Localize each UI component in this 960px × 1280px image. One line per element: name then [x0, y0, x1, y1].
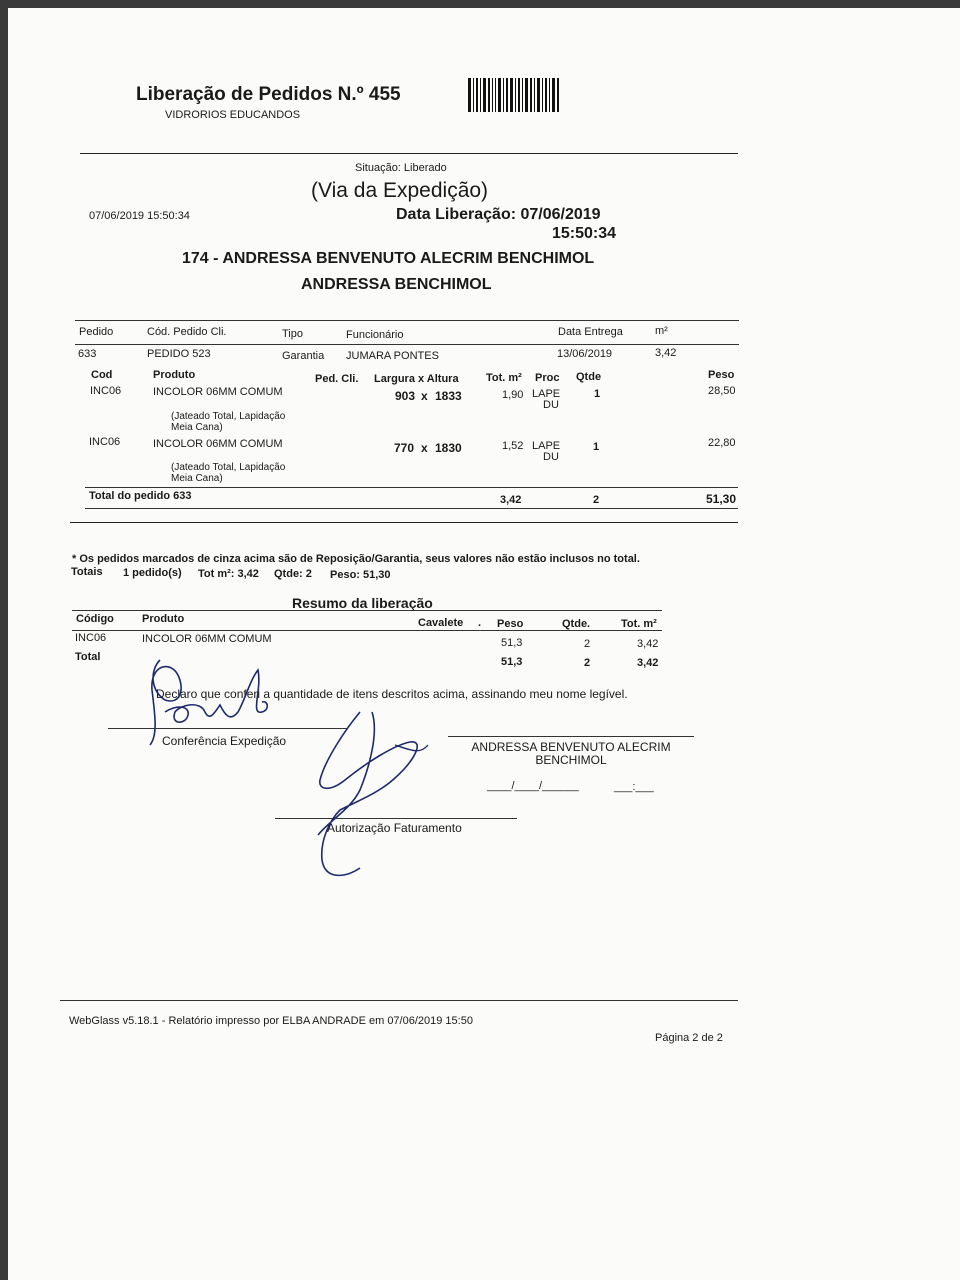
- items-header-cod: Cod: [91, 369, 113, 381]
- totais-peso: Peso: 51,30: [330, 569, 391, 581]
- items-total-tot-m2: 3,42: [500, 494, 522, 506]
- time-blank: ___:___: [614, 781, 654, 793]
- resumo-row-tot-m2: 3,42: [637, 638, 659, 650]
- item-1-desc-line2: Meia Cana): [171, 422, 223, 433]
- order-table-top-line: [75, 320, 739, 321]
- resumo-row-codigo: INC06: [75, 632, 107, 644]
- footer-page-number: Página 2 de 2: [655, 1032, 723, 1044]
- items-header-produto: Produto: [153, 369, 196, 381]
- item-1-x: x: [421, 389, 428, 403]
- order-tipo-value: Garantia: [282, 350, 325, 362]
- date-blank: ____/____/______: [487, 780, 579, 792]
- order-header-funcionario: Funcionário: [346, 329, 404, 341]
- items-section-divider: [70, 522, 738, 523]
- item-2-produto: INCOLOR 06MM COMUM: [153, 438, 283, 450]
- item-2-desc-line2: Meia Cana): [171, 473, 223, 484]
- document-title: Liberação de Pedidos N.º 455: [136, 84, 401, 105]
- resumo-total-peso: 51,3: [501, 656, 523, 668]
- item-1-desc-line1: (Jateado Total, Lapidação: [171, 411, 286, 422]
- resumo-total-tot-m2: 3,42: [637, 657, 659, 669]
- item-2-x: x: [421, 441, 428, 455]
- item-2-tot-m2: 1,52: [502, 440, 524, 452]
- items-header-ped-cli: Ped. Cli.: [315, 373, 359, 385]
- items-total-qtde: 2: [593, 494, 600, 506]
- totais-label: Totais: [71, 566, 103, 578]
- item-1-proc-line2: DU: [543, 399, 559, 411]
- client-short-name: ANDRESSA BENCHIMOL: [301, 276, 492, 293]
- items-header-peso: Peso: [708, 369, 735, 381]
- item-2-peso: 22,80: [708, 437, 736, 449]
- resumo-header-underline: [72, 630, 662, 631]
- order-header-tipo: Tipo: [282, 328, 303, 340]
- totais-qtde: Qtde: 2: [274, 568, 312, 580]
- items-header-proc: Proc: [535, 372, 560, 384]
- header-divider: [80, 153, 738, 154]
- resumo-header-codigo: Código: [76, 613, 114, 625]
- item-1-produto: INCOLOR 06MM COMUM: [153, 386, 283, 398]
- order-header-data-entrega: Data Entrega: [558, 326, 623, 338]
- item-2-proc-line1: LAPE: [532, 440, 561, 452]
- resumo-row-produto: INCOLOR 06MM COMUM: [142, 633, 272, 645]
- autorizacao-signature-line: [275, 818, 517, 819]
- items-total-peso: 51,30: [706, 492, 737, 506]
- item-1-largura: 903: [395, 389, 416, 403]
- items-total-top-line: [85, 487, 738, 488]
- totais-m2: Tot m²: 3,42: [198, 568, 259, 580]
- item-2-altura: 1830: [435, 441, 462, 455]
- footer-divider: [60, 1000, 738, 1001]
- via-label: (Via da Expedição): [311, 179, 489, 202]
- item-2-desc-line1: (Jateado Total, Lapidação: [171, 462, 286, 473]
- items-total-label: Total do pedido 633: [89, 490, 192, 502]
- client-signature-name-2: BENCHIMOL: [535, 753, 607, 767]
- hora-liberacao: 15:50:34: [552, 225, 617, 242]
- resumo-header-tot-m2: Tot. m²: [621, 618, 657, 630]
- client-signature-line: [448, 736, 694, 737]
- items-header-qtde: Qtde: [576, 371, 602, 383]
- item-1-peso: 28,50: [708, 385, 736, 397]
- item-2-qtde: 1: [593, 441, 600, 453]
- conferencia-label: Conferência Expedição: [162, 734, 287, 748]
- resumo-header-peso: Peso: [497, 618, 524, 630]
- data-liberacao: Data Liberação: 07/06/2019: [396, 206, 601, 223]
- conferencia-signature-line: [108, 728, 348, 729]
- item-1-cod: INC06: [90, 385, 122, 397]
- resumo-row-qtde: 2: [584, 638, 591, 650]
- printed-timestamp: 07/06/2019 15:50:34: [89, 210, 190, 222]
- resumo-total-qtde: 2: [584, 657, 591, 669]
- resumo-header-produto: Produto: [142, 613, 185, 625]
- client-signature-name-1: ANDRESSA BENVENUTO ALECRIM: [471, 740, 671, 754]
- item-2-proc-line2: DU: [543, 451, 559, 463]
- resumo-top-line: [72, 610, 662, 611]
- items-header-tot-m2: Tot. m²: [486, 372, 522, 384]
- order-pedido-value: 633: [78, 348, 97, 360]
- totais-pedidos: 1 pedido(s): [123, 567, 182, 579]
- item-1-proc-line1: LAPE: [532, 388, 561, 400]
- resumo-header-dot: .: [478, 617, 482, 629]
- order-cod-pedido-cli-value: PEDIDO 523: [147, 348, 211, 360]
- footer-report-info: WebGlass v5.18.1 - Relatório impresso por ELBA ANDRADE em 07/06/2019 15:50: [69, 1015, 473, 1027]
- order-m2-value: 3,42: [655, 347, 677, 359]
- barcode-image: [468, 78, 568, 112]
- situacao-label: Situação: Liberado: [355, 162, 447, 174]
- order-header-cod-pedido-cli: Cód. Pedido Cli.: [147, 326, 227, 338]
- resumo-header-cavalete: Cavalete: [418, 617, 464, 629]
- autorizacao-label: Autorização Faturamento: [327, 821, 462, 835]
- item-1-qtde: 1: [594, 388, 601, 400]
- declaration-text: Declaro que conferi a quantidade de itens descritos acima, assinando meu nome legível.: [156, 687, 628, 701]
- reposicao-note: * Os pedidos marcados de cinza acima são de Reposição/Garantia, seus valores não estão inclusos no total.: [72, 553, 640, 565]
- company-name: VIDRORIOS EDUCANDOS: [165, 109, 301, 121]
- order-header-pedido: Pedido: [79, 326, 114, 338]
- resumo-title: Resumo da liberação: [292, 595, 433, 611]
- items-total-bottom-line: [85, 508, 738, 509]
- order-header-m2: m²: [655, 325, 668, 337]
- item-2-largura: 770: [394, 441, 415, 455]
- order-funcionario-value: JUMARA PONTES: [346, 350, 439, 362]
- order-data-entrega-value: 13/06/2019: [557, 348, 613, 360]
- resumo-total-label: Total: [75, 651, 101, 663]
- resumo-row-peso: 51,3: [501, 637, 523, 649]
- client-full-name: 174 - ANDRESSA BENVENUTO ALECRIM BENCHIMOL: [182, 250, 595, 267]
- items-header-largura-altura: Largura x Altura: [374, 373, 459, 385]
- order-header-underline: [75, 344, 739, 345]
- item-1-altura: 1833: [435, 389, 462, 403]
- item-1-tot-m2: 1,90: [502, 389, 524, 401]
- item-2-cod: INC06: [89, 436, 121, 448]
- resumo-header-qtde: Qtde.: [562, 618, 591, 630]
